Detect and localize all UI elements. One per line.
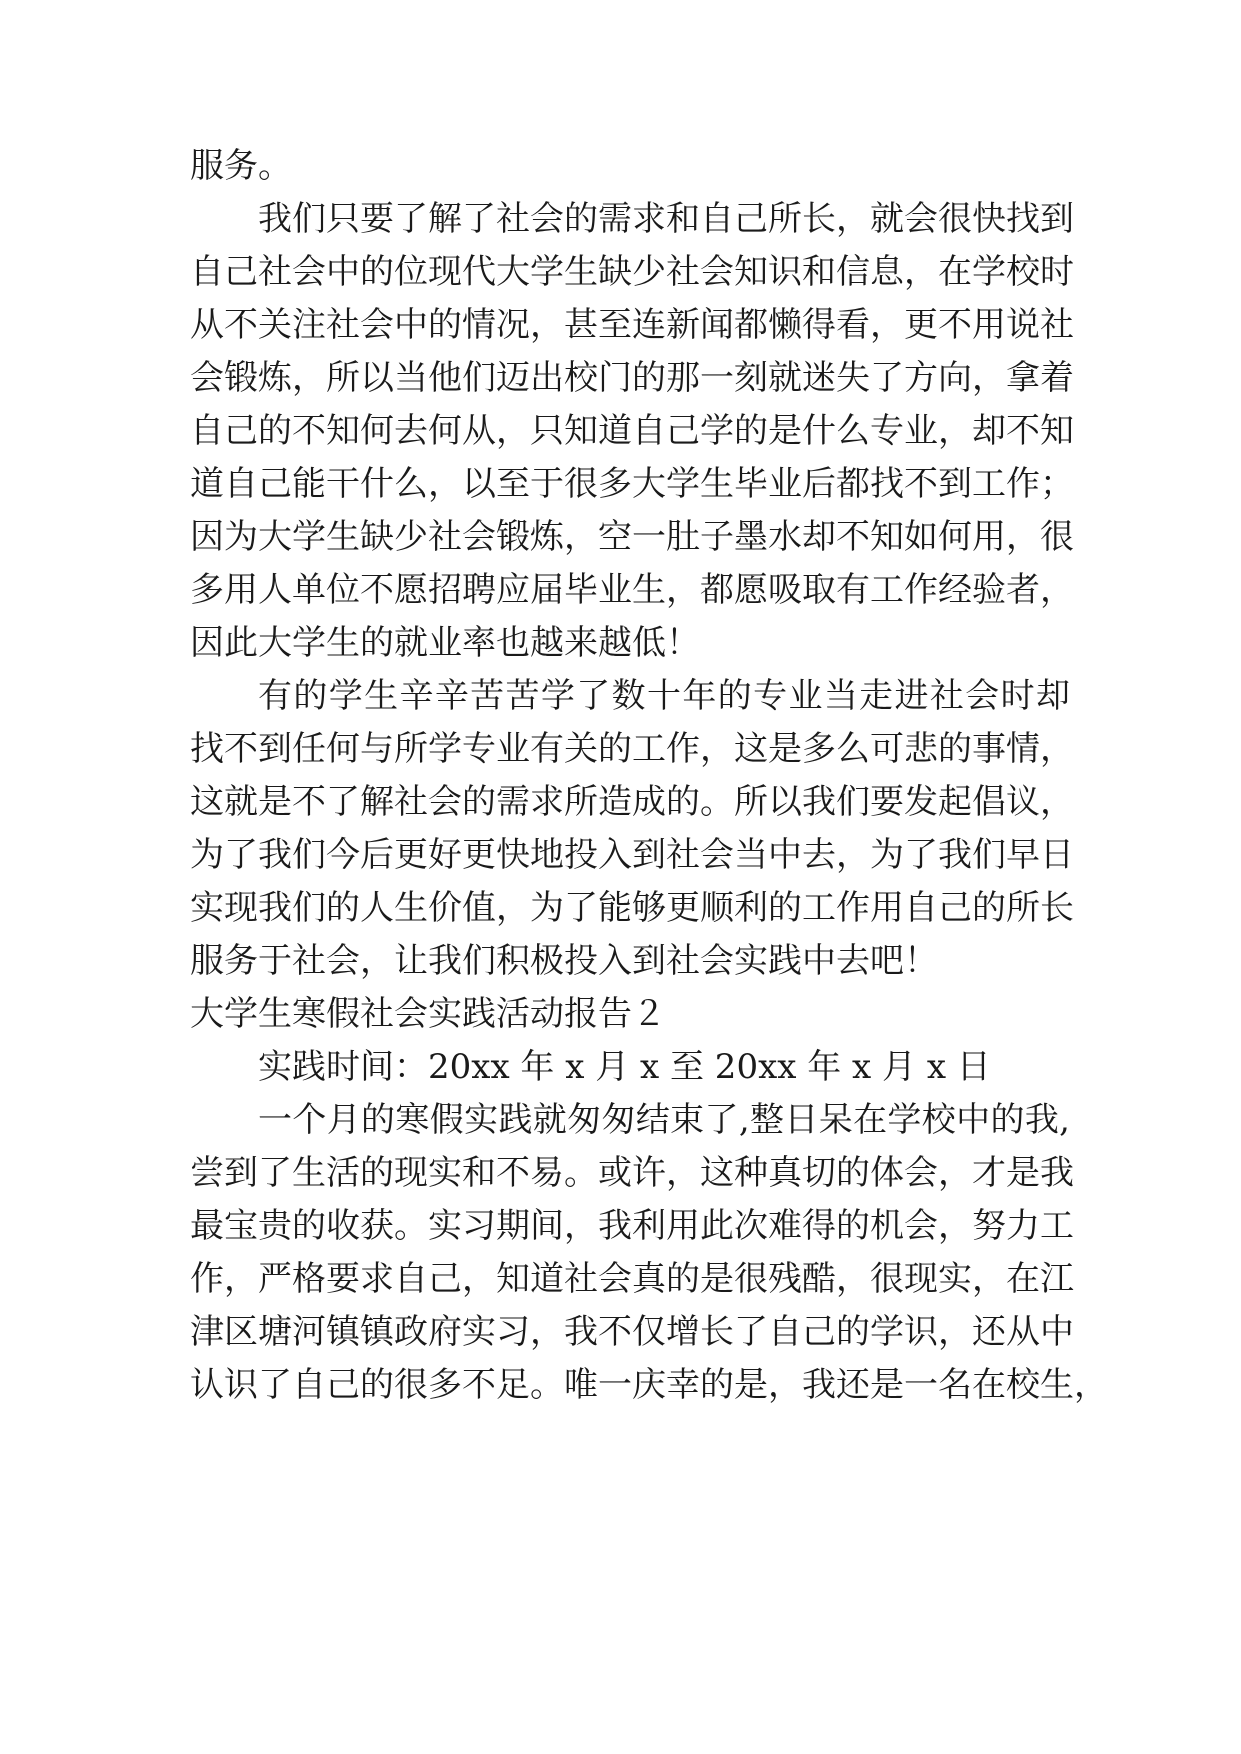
paragraph-line: 自己的不知何去何从，只知道自己学的是什么专业，却不知 (190, 411, 1074, 451)
paragraph-line: 一个月的寒假实践就匆匆结束了,整日呆在学校中的我, (258, 1100, 1070, 1140)
paragraph-line: 为了我们今后更好更快地投入到社会当中去，为了我们早日 (190, 835, 1074, 875)
section-title: 大学生寒假社会实践活动报告２ (190, 994, 666, 1034)
paragraph-line: 从不关注社会中的情况，甚至连新闻都懒得看，更不用说社 (190, 305, 1074, 345)
paragraph-line: 道自己能干什么，以至于很多大学生毕业后都找不到工作； (190, 464, 1074, 504)
paragraph-line: 会锻炼，所以当他们迈出校门的那一刻就迷失了方向，拿着 (190, 358, 1074, 398)
paragraph-line: 找不到任何与所学专业有关的工作，这是多么可悲的事情， (190, 729, 1074, 769)
paragraph-line: 服务于社会，让我们积极投入到社会实践中去吧！ (190, 941, 938, 981)
paragraph-line: 因此大学生的就业率也越来越低！ (190, 623, 700, 663)
paragraph-line: 津区塘河镇镇政府实习，我不仅增长了自己的学识，还从中 (190, 1312, 1074, 1352)
paragraph-line: 认识了自己的很多不足。唯一庆幸的是，我还是一名在校生， (190, 1365, 1108, 1405)
practice-time: 实践时间：20xx 年 x 月 x 至 20xx 年 x 月 x 日 (258, 1047, 991, 1087)
paragraph-line: 作，严格要求自己，知道社会真的是很残酷，很现实，在江 (190, 1259, 1074, 1299)
paragraph-line: 我们只要了解了社会的需求和自己所长，就会很快找到 (258, 199, 1074, 239)
paragraph-line: 服务。 (190, 146, 292, 186)
paragraph-line: 这就是不了解社会的需求所造成的。所以我们要发起倡议， (190, 782, 1074, 822)
paragraph-line: 最宝贵的收获。实习期间，我利用此次难得的机会，努力工 (190, 1206, 1074, 1246)
paragraph-line: 尝到了生活的现实和不易。或许，这种真切的体会，才是我 (190, 1153, 1074, 1193)
paragraph-line: 自己社会中的位现代大学生缺少社会知识和信息，在学校时 (190, 252, 1074, 292)
paragraph-line: 实现我们的人生价值，为了能够更顺利的工作用自己的所长 (190, 888, 1074, 928)
paragraph-line: 因为大学生缺少社会锻炼，空一肚子墨水却不知如何用，很 (190, 517, 1074, 557)
paragraph-line: 有的学生辛辛苦苦学了数十年的专业当走进社会时却 (258, 676, 1070, 716)
paragraph-line: 多用人单位不愿招聘应届毕业生，都愿吸取有工作经验者， (190, 570, 1074, 610)
